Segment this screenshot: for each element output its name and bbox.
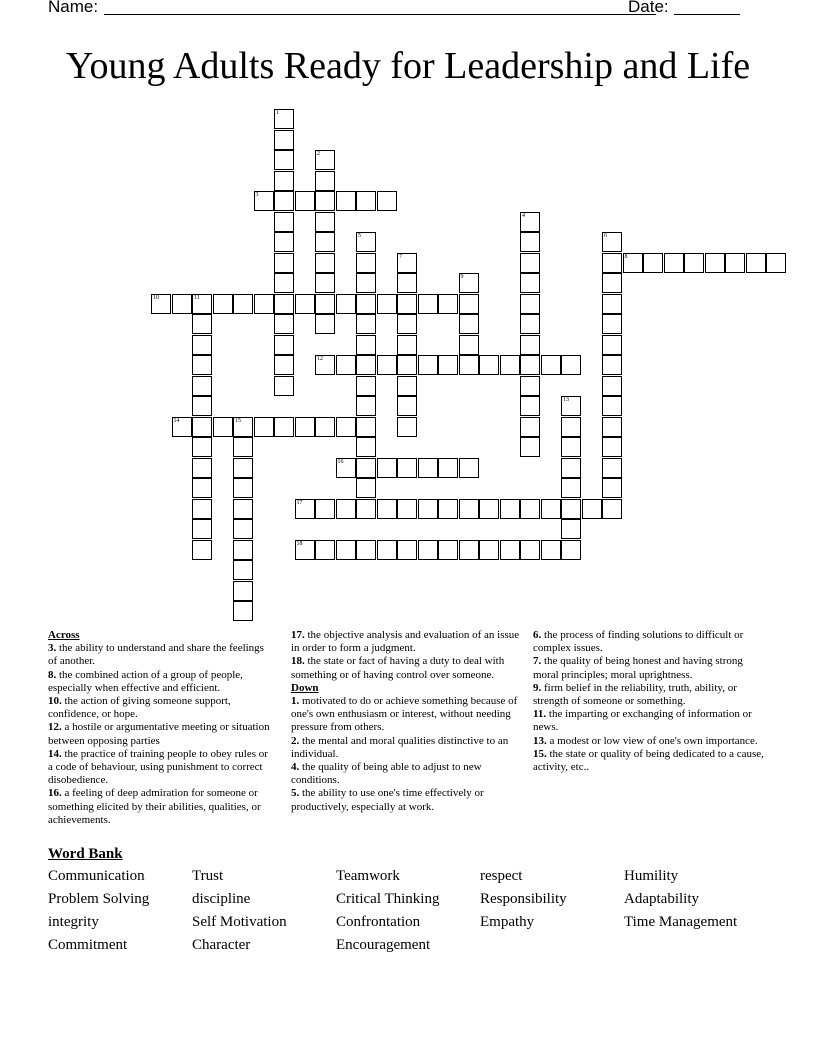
across-clue: [291, 655, 521, 681]
clues-column-1: [48, 629, 273, 827]
grid-cell[interactable]: [602, 232, 622, 252]
grid-cell[interactable]: [623, 253, 643, 273]
clue-number: 15: [235, 417, 241, 424]
word-bank-item: discipline: [192, 891, 251, 907]
word-bank-item: Confrontation: [336, 914, 421, 930]
grid-cell[interactable]: [520, 335, 540, 355]
clue-number: 11.: [533, 708, 547, 721]
grid-cell[interactable]: [192, 499, 212, 519]
grid-cell[interactable]: [356, 273, 376, 293]
grid-cell[interactable]: [274, 109, 294, 129]
grid-cell[interactable]: [684, 253, 704, 273]
clue-number: 4: [522, 212, 525, 219]
grid-cell[interactable]: [233, 294, 253, 314]
down-clue: [533, 629, 768, 655]
date-label: Date:: [628, 0, 669, 16]
grid-cell[interactable]: [602, 335, 622, 355]
grid-cell[interactable]: [172, 294, 192, 314]
grid-cell[interactable]: [438, 499, 458, 519]
grid-cell[interactable]: [397, 396, 417, 416]
clue-text: the quality of being able to adjust to new conditions.: [291, 761, 482, 787]
grid-cell[interactable]: [315, 314, 335, 334]
clue-text: the quality of being honest and having strong moral principles; moral uprightness.: [533, 655, 743, 681]
grid-cell[interactable]: [336, 294, 356, 314]
grid-cell[interactable]: [459, 294, 479, 314]
grid-cell[interactable]: [356, 314, 376, 334]
grid-cell[interactable]: [274, 335, 294, 355]
down-clue: [291, 761, 521, 787]
grid-cell[interactable]: [315, 253, 335, 273]
grid-cell[interactable]: [233, 499, 253, 519]
grid-cell[interactable]: [520, 212, 540, 232]
grid-cell[interactable]: [315, 540, 335, 560]
grid-cell[interactable]: [500, 499, 520, 519]
grid-cell[interactable]: [233, 540, 253, 560]
word-bank-item: Adaptability: [624, 891, 699, 907]
across-clue: [48, 695, 273, 721]
down-clue: [291, 695, 521, 735]
grid-cell[interactable]: [192, 355, 212, 375]
clue-number: 12.: [48, 721, 62, 734]
clue-number: 3.: [48, 642, 57, 655]
grid-cell[interactable]: [192, 478, 212, 498]
word-bank-item: Critical Thinking: [336, 891, 440, 907]
clue-number: 3: [255, 192, 259, 198]
grid-cell[interactable]: [377, 540, 397, 560]
grid-cell[interactable]: [418, 499, 438, 519]
grid-cell[interactable]: [520, 540, 540, 560]
grid-cell[interactable]: [213, 294, 233, 314]
grid-cell[interactable]: [315, 417, 335, 437]
clue-number: 12: [317, 356, 323, 362]
grid-cell[interactable]: [418, 458, 438, 478]
word-bank-item: Communication: [48, 868, 145, 884]
grid-cell[interactable]: [602, 396, 622, 416]
grid-cell[interactable]: [602, 253, 622, 273]
grid-cell[interactable]: [315, 171, 335, 191]
grid-cell[interactable]: [397, 417, 417, 437]
clue-number: 8.: [48, 668, 57, 681]
grid-cell[interactable]: [725, 253, 745, 273]
grid-cell[interactable]: [213, 417, 233, 437]
down-clue: [533, 735, 768, 748]
clue-number: 8: [624, 253, 628, 260]
across-heading: Across: [48, 629, 80, 641]
puzzle-title: Young Adults Ready for Leadership and Life: [65, 45, 751, 87]
grid-cell[interactable]: [520, 253, 540, 273]
grid-cell[interactable]: [356, 376, 376, 396]
clue-number: 11: [194, 294, 200, 301]
grid-cell[interactable]: [520, 273, 540, 293]
grid-cell[interactable]: [356, 191, 376, 211]
grid-cell[interactable]: [561, 396, 581, 416]
clue-number: 2.: [291, 734, 300, 747]
word-bank-item: Teamwork: [336, 868, 400, 884]
grid-cell[interactable]: [295, 417, 315, 437]
grid-cell[interactable]: [561, 499, 581, 519]
down-clue: [291, 787, 521, 813]
grid-cell[interactable]: [602, 376, 622, 396]
grid-cell[interactable]: [459, 458, 479, 478]
word-bank-item: integrity: [48, 914, 99, 930]
clue-number: 10.: [48, 695, 62, 708]
grid-cell[interactable]: [459, 314, 479, 334]
across-clue: [291, 629, 521, 655]
grid-cell[interactable]: [561, 417, 581, 437]
grid-cell[interactable]: [356, 396, 376, 416]
grid-cell[interactable]: [274, 171, 294, 191]
grid-cell[interactable]: [315, 294, 335, 314]
down-clue: [533, 748, 768, 774]
grid-cell[interactable]: [561, 437, 581, 457]
grid-cell[interactable]: [377, 191, 397, 211]
grid-cell[interactable]: [151, 294, 171, 314]
grid-cell[interactable]: [274, 376, 294, 396]
clue-number: 7.: [533, 655, 542, 668]
clue-number: 15.: [533, 747, 547, 760]
grid-cell[interactable]: [356, 499, 376, 519]
grid-cell[interactable]: [233, 437, 253, 457]
grid-cell[interactable]: [602, 417, 622, 437]
clue-number: 16: [337, 458, 344, 465]
grid-cell[interactable]: [520, 294, 540, 314]
grid-cell[interactable]: [397, 335, 417, 355]
clue-text: the state or fact of having a duty to deal with something or of having control over someone.: [291, 655, 505, 681]
grid-cell[interactable]: [541, 355, 561, 375]
clue-text: motivated to do or achieve something because of one's own enthusiasm or interest, without needing pressure from others.: [291, 695, 518, 734]
grid-cell[interactable]: [520, 232, 540, 252]
across-clue: [48, 748, 273, 788]
grid-cell[interactable]: [397, 540, 417, 560]
grid-cell[interactable]: [295, 294, 315, 314]
clue-number: 10: [153, 294, 159, 301]
grid-cell[interactable]: [438, 294, 458, 314]
clue-number: 2: [317, 151, 320, 157]
clue-text: the ability to use one's time effectively or productively, especially at work.: [291, 787, 484, 813]
grid-cell[interactable]: [541, 540, 561, 560]
grid-cell[interactable]: [705, 253, 725, 273]
grid-cell[interactable]: [520, 396, 540, 416]
grid-cell[interactable]: [643, 253, 663, 273]
clue-number: 9: [460, 274, 464, 280]
grid-cell[interactable]: [418, 294, 438, 314]
clue-text: the practice of training people to obey rules or a code of behaviour, using punishment to correct disobedience.: [48, 747, 268, 787]
grid-cell[interactable]: [315, 191, 335, 211]
grid-cell[interactable]: [397, 355, 417, 375]
clue-number: 9.: [533, 681, 542, 694]
grid-cell[interactable]: [459, 355, 479, 375]
grid-cell[interactable]: [233, 458, 253, 478]
grid-cell[interactable]: [438, 540, 458, 560]
clue-text: the action of giving someone support, confidence, or hope.: [48, 695, 231, 721]
grid-cell[interactable]: [192, 314, 212, 334]
grid-cell[interactable]: [356, 540, 376, 560]
grid-cell[interactable]: [356, 253, 376, 273]
grid-cell[interactable]: [602, 458, 622, 478]
grid-cell[interactable]: [192, 396, 212, 416]
grid-cell[interactable]: [356, 335, 376, 355]
grid-cell[interactable]: [397, 314, 417, 334]
grid-cell[interactable]: [500, 540, 520, 560]
grid-cell[interactable]: [356, 417, 376, 437]
grid-cell[interactable]: [315, 232, 335, 252]
grid-cell[interactable]: [602, 273, 622, 293]
grid-cell[interactable]: [766, 253, 786, 273]
word-bank-item: Problem Solving: [48, 891, 150, 907]
clue-number: 1: [276, 110, 279, 116]
grid-cell[interactable]: [397, 253, 417, 273]
clue-number: 1.: [291, 695, 300, 708]
grid-cell[interactable]: [274, 253, 294, 273]
grid-cell[interactable]: [500, 355, 520, 375]
grid-cell[interactable]: [254, 417, 274, 437]
clue-number: 17.: [291, 629, 305, 641]
grid-cell[interactable]: [336, 191, 356, 211]
grid-cell[interactable]: [233, 478, 253, 498]
clue-text: the ability to understand and share the feelings of another.: [48, 642, 264, 668]
grid-cell[interactable]: [520, 437, 540, 457]
clue-number: 5: [358, 233, 361, 239]
word-bank-item: Responsibility: [480, 891, 567, 907]
grid-cell[interactable]: [397, 499, 417, 519]
grid-cell[interactable]: [377, 499, 397, 519]
clue-text: the process of finding solutions to difficult or complex issues.: [533, 629, 744, 655]
grid-cell[interactable]: [561, 540, 581, 560]
grid-cell[interactable]: [397, 294, 417, 314]
grid-cell[interactable]: [254, 191, 274, 211]
grid-cell[interactable]: [418, 355, 438, 375]
grid-cell[interactable]: [274, 232, 294, 252]
grid-cell[interactable]: [377, 458, 397, 478]
grid-cell[interactable]: [356, 355, 376, 375]
word-bank-item: Empathy: [480, 914, 535, 930]
grid-cell[interactable]: [336, 458, 356, 478]
clue-text: the state or quality of being dedicated to a cause, activity, etc..: [533, 747, 764, 774]
grid-cell[interactable]: [192, 519, 212, 539]
clue-number: 18.: [291, 655, 305, 668]
grid-cell[interactable]: [233, 581, 253, 601]
grid-cell[interactable]: [336, 355, 356, 375]
grid-cell[interactable]: [356, 458, 376, 478]
grid-cell[interactable]: [315, 150, 335, 170]
grid-cell[interactable]: [315, 212, 335, 232]
clue-number: 18: [296, 540, 303, 547]
grid-cell[interactable]: [520, 376, 540, 396]
grid-cell[interactable]: [602, 294, 622, 314]
down-clue: [533, 708, 768, 734]
clue-number: 5.: [291, 787, 300, 800]
clue-number: 4.: [291, 761, 300, 774]
grid-cell[interactable]: [233, 601, 253, 621]
grid-cell[interactable]: [336, 417, 356, 437]
word-bank-item: Character: [192, 937, 251, 953]
down-clue: [533, 655, 768, 681]
grid-cell[interactable]: [418, 540, 438, 560]
grid-cell[interactable]: [479, 499, 499, 519]
clue-text: the imparting or exchanging of information or news.: [533, 708, 752, 734]
grid-cell[interactable]: [192, 437, 212, 457]
grid-cell[interactable]: [274, 417, 294, 437]
grid-cell[interactable]: [438, 458, 458, 478]
clue-number: 17: [296, 499, 303, 506]
grid-cell[interactable]: [356, 437, 376, 457]
grid-cell[interactable]: [356, 294, 376, 314]
grid-cell[interactable]: [172, 417, 192, 437]
grid-cell[interactable]: [192, 294, 212, 314]
grid-cell[interactable]: [520, 355, 540, 375]
grid-cell[interactable]: [192, 335, 212, 355]
clue-number: 16.: [48, 787, 62, 800]
clues-column-3: [533, 629, 768, 774]
grid-cell[interactable]: [315, 499, 335, 519]
clue-text: the objective analysis and evaluation of an issue in order to form a judgment.: [291, 629, 520, 655]
grid-cell[interactable]: [274, 273, 294, 293]
grid-cell[interactable]: [336, 499, 356, 519]
clue-text: the mental and moral qualities distinctive to an individual.: [291, 734, 509, 760]
grid-cell[interactable]: [459, 540, 479, 560]
word-bank-item: Humility: [624, 868, 679, 884]
grid-cell[interactable]: [315, 273, 335, 293]
clue-text: firm belief in the reliability, truth, ability, or strength of someone or something.: [533, 681, 737, 708]
clue-text: a hostile or argumentative meeting or situation between opposing parties: [48, 721, 270, 747]
word-bank-item: Commitment: [48, 937, 128, 953]
clue-number: 14.: [48, 747, 62, 760]
grid-cell[interactable]: [582, 499, 602, 519]
grid-cell[interactable]: [274, 212, 294, 232]
grid-cell[interactable]: [520, 417, 540, 437]
grid-cell[interactable]: [746, 253, 766, 273]
grid-cell[interactable]: [192, 458, 212, 478]
down-clue: [291, 735, 521, 761]
grid-cell[interactable]: [561, 355, 581, 375]
grid-cell[interactable]: [520, 499, 540, 519]
grid-cell[interactable]: [254, 294, 274, 314]
grid-cell[interactable]: [356, 478, 376, 498]
grid-cell[interactable]: [315, 355, 335, 375]
grid-cell[interactable]: [479, 540, 499, 560]
grid-cell[interactable]: [274, 355, 294, 375]
grid-cell[interactable]: [233, 519, 253, 539]
grid-cell[interactable]: [479, 355, 499, 375]
grid-cell[interactable]: [377, 294, 397, 314]
grid-cell[interactable]: [274, 314, 294, 334]
grid-cell[interactable]: [192, 376, 212, 396]
across-clue: [48, 721, 273, 747]
grid-cell[interactable]: [274, 191, 294, 211]
grid-cell[interactable]: [192, 417, 212, 437]
grid-cell[interactable]: [664, 253, 684, 273]
grid-cell[interactable]: [561, 519, 581, 539]
grid-cell[interactable]: [602, 499, 622, 519]
word-bank-item: Self Motivation: [192, 914, 287, 930]
grid-cell[interactable]: [233, 560, 253, 580]
clue-number: 6: [604, 233, 607, 239]
word-bank-item: Time Management: [624, 914, 738, 930]
word-bank-item: Trust: [192, 868, 224, 884]
word-bank-item: Encouragement: [336, 937, 431, 953]
grid-cell[interactable]: [459, 499, 479, 519]
grid-cell[interactable]: [541, 499, 561, 519]
grid-cell[interactable]: [233, 417, 253, 437]
clue-text: a modest or low view of one's own importance.: [546, 734, 758, 747]
grid-cell[interactable]: [274, 150, 294, 170]
clue-text: the combined action of a group of people, especially when effective and efficient.: [48, 668, 243, 694]
grid-cell[interactable]: [602, 437, 622, 457]
grid-cell[interactable]: [602, 355, 622, 375]
grid-cell[interactable]: [192, 540, 212, 560]
grid-cell[interactable]: [274, 294, 294, 314]
down-clue: [533, 682, 768, 708]
word-bank-title: Word Bank: [48, 846, 123, 862]
grid-cell[interactable]: [397, 376, 417, 396]
down-heading: Down: [291, 681, 319, 694]
grid-cell[interactable]: [561, 458, 581, 478]
grid-cell[interactable]: [295, 540, 315, 560]
clue-number: 7: [399, 253, 402, 260]
grid-cell[interactable]: [295, 191, 315, 211]
clue-number: 14: [173, 417, 180, 424]
grid-cell[interactable]: [602, 478, 622, 498]
clue-number: 13: [563, 397, 569, 403]
clues-column-2: [291, 629, 521, 814]
across-clue: [48, 669, 273, 695]
name-label: Name:: [48, 0, 99, 16]
grid-cell[interactable]: [459, 335, 479, 355]
grid-cell[interactable]: [602, 314, 622, 334]
word-bank-item: respect: [480, 868, 523, 884]
grid-cell[interactable]: [356, 232, 376, 252]
across-clue: [48, 787, 273, 827]
grid-cell[interactable]: [397, 458, 417, 478]
grid-cell[interactable]: [377, 355, 397, 375]
across-clue: [48, 642, 273, 668]
grid-cell[interactable]: [336, 540, 356, 560]
clue-number: 13.: [533, 734, 547, 747]
grid-cell[interactable]: [459, 273, 479, 293]
grid-cell[interactable]: [295, 499, 315, 519]
grid-cell[interactable]: [397, 273, 417, 293]
grid-cell[interactable]: [274, 130, 294, 150]
grid-cell[interactable]: [520, 314, 540, 334]
clue-text: a feeling of deep admiration for someone or something elicited by their abilities, qualities, or achievements.: [48, 787, 261, 826]
grid-cell[interactable]: [438, 355, 458, 375]
clue-number: 6.: [533, 629, 542, 641]
grid-cell[interactable]: [561, 478, 581, 498]
